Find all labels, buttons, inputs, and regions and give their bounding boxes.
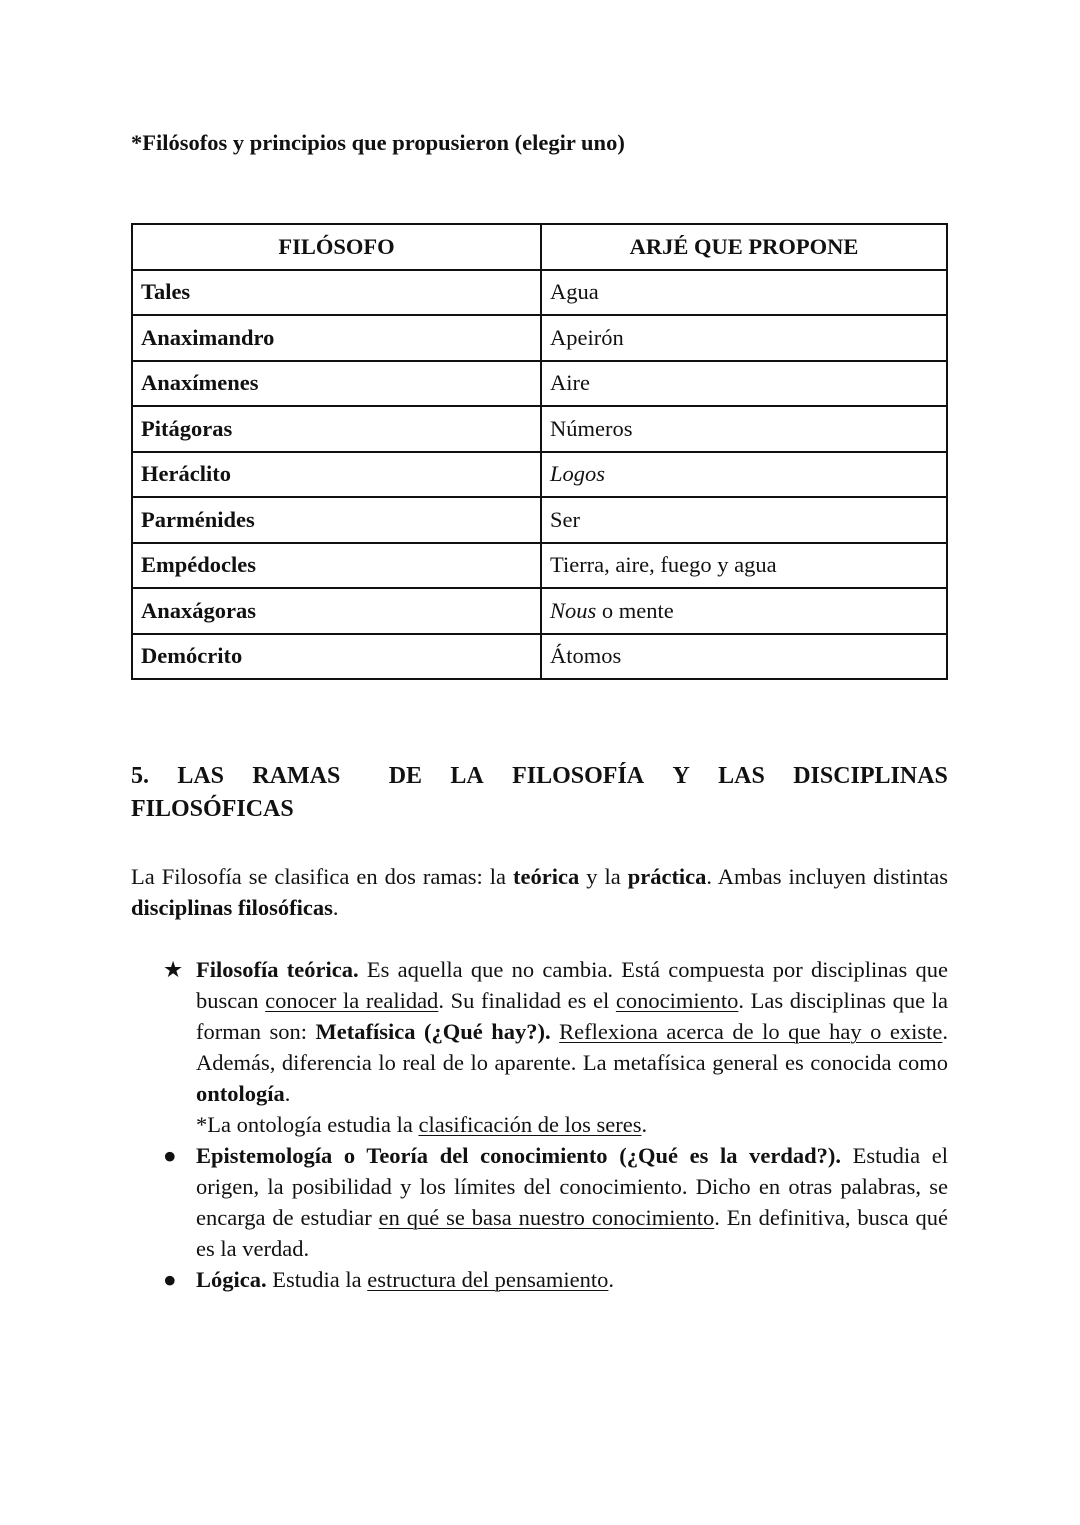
underlined-text: estructura del pensamiento [367,1267,609,1292]
star-icon: ★ [163,957,184,982]
table-row [132,270,947,316]
heading-line-2: FILOSÓFICAS [131,796,294,822]
section-heading [131,760,948,826]
text: . Su finalidad es el [438,988,616,1013]
bold-text: teórica [513,864,580,889]
underlined-text: Reflexiona acerca de lo que hay o existe [559,1019,943,1044]
text: Estudia la [266,1267,368,1292]
philosopher-cell: Heráclito [132,452,541,498]
philosopher-cell: Anaxímenes [132,361,541,407]
bold-text: disciplinas filosóficas [131,895,333,920]
philosopher-cell: Anaxágoras [132,588,541,634]
underlined-text: clasificación de los seres [418,1112,642,1137]
heading-word: RAMAS [252,763,341,789]
philosopher-cell: Parménides [132,497,541,543]
arje-cell [541,588,947,634]
arje-italic: Logos [550,461,606,487]
philosopher-cell: Demócrito [132,634,541,680]
bold-text: Lógica. [196,1267,267,1292]
arje-cell: Agua [541,270,947,316]
arje-cell: Aire [541,361,947,407]
disciplines-list [163,954,948,1295]
list-item [163,954,948,1140]
heading-line-1 [131,760,948,793]
arje-cell: Átomos [541,634,947,680]
heading-word: Y [672,763,690,789]
bold-text: Filosofía teórica. [196,957,359,982]
bold-text: práctica [627,864,707,889]
text: . [284,1081,291,1106]
table-row [132,588,947,634]
text: Es aquella que no cambia. Está compuesta por disciplinas que buscan [196,957,948,1013]
column-header: ARJÉ QUE PROPONE [541,224,947,270]
table-row [132,634,947,680]
table-row [132,406,947,452]
bullet-icon: ● [163,1143,177,1168]
heading-word: LAS [177,763,225,789]
text [551,1019,560,1044]
arje-cell: Números [541,406,947,452]
text: . Ambas incluyen distintas [706,864,948,889]
table-row [132,497,947,543]
text: . [641,1112,648,1137]
underlined-text: conocimiento [615,988,739,1013]
arje-cell: Tierra, aire, fuego y agua [541,543,947,589]
heading-word: DISCIPLINAS [793,763,948,789]
bold-text: ontología [196,1081,285,1106]
note [196,1109,948,1140]
heading-word: LA [450,763,484,789]
arje-cell: Ser [541,497,947,543]
philosopher-cell: Tales [132,270,541,316]
table-row [132,452,947,498]
philosopher-cell: Pitágoras [132,406,541,452]
table-row [132,315,947,361]
heading-word: FILOSOFÍA [512,763,645,789]
bold-text: Epistemología o Teoría del conocimiento (¿Qué es la verdad?). [196,1143,841,1168]
list-item [163,1264,948,1295]
text: . Además, diferencia lo real de lo aparente. La metafísica general es conocida como [196,1019,948,1075]
text: . [608,1267,615,1292]
text: y la [579,864,628,889]
table-row [132,543,947,589]
text: . [332,895,339,920]
intro-paragraph [131,861,948,923]
list-item [163,1140,948,1264]
text: *La ontología estudia la [196,1112,419,1137]
philosophers-table [131,223,948,680]
table-header-row [132,224,947,270]
arje-cell [541,452,947,498]
text: . Las disciplinas que la forman son: [196,988,948,1044]
underlined-text: conocer la realidad [265,988,439,1013]
bullet-icon: ● [163,1267,177,1292]
arje-italic: Nous [550,597,597,623]
text: . En definitiva, busca qué es la verdad. [196,1205,948,1261]
underlined-text: en qué se basa nuestro conocimiento [378,1205,715,1230]
text: Estudia el origen, la posibilidad y los límites del conocimiento. Dicho en otras palabras, se encarga de estudiar [196,1143,948,1230]
arje-rest: o mente [596,597,674,623]
section-title: *Filósofos y principios que propusieron (elegir uno) [131,130,625,155]
heading-word: LAS [718,763,765,789]
table-row [132,361,947,407]
column-header: FILÓSOFO [132,224,541,270]
text: La Filosofía se clasifica en dos ramas: la [131,864,514,889]
bold-text: Metafísica (¿Qué hay?). [315,1019,551,1044]
philosopher-cell: Anaximandro [132,315,541,361]
heading-word: DE [388,763,423,789]
philosopher-cell: Empédocles [132,543,541,589]
heading-word: 5. [131,763,149,789]
arje-cell: Apeirón [541,315,947,361]
